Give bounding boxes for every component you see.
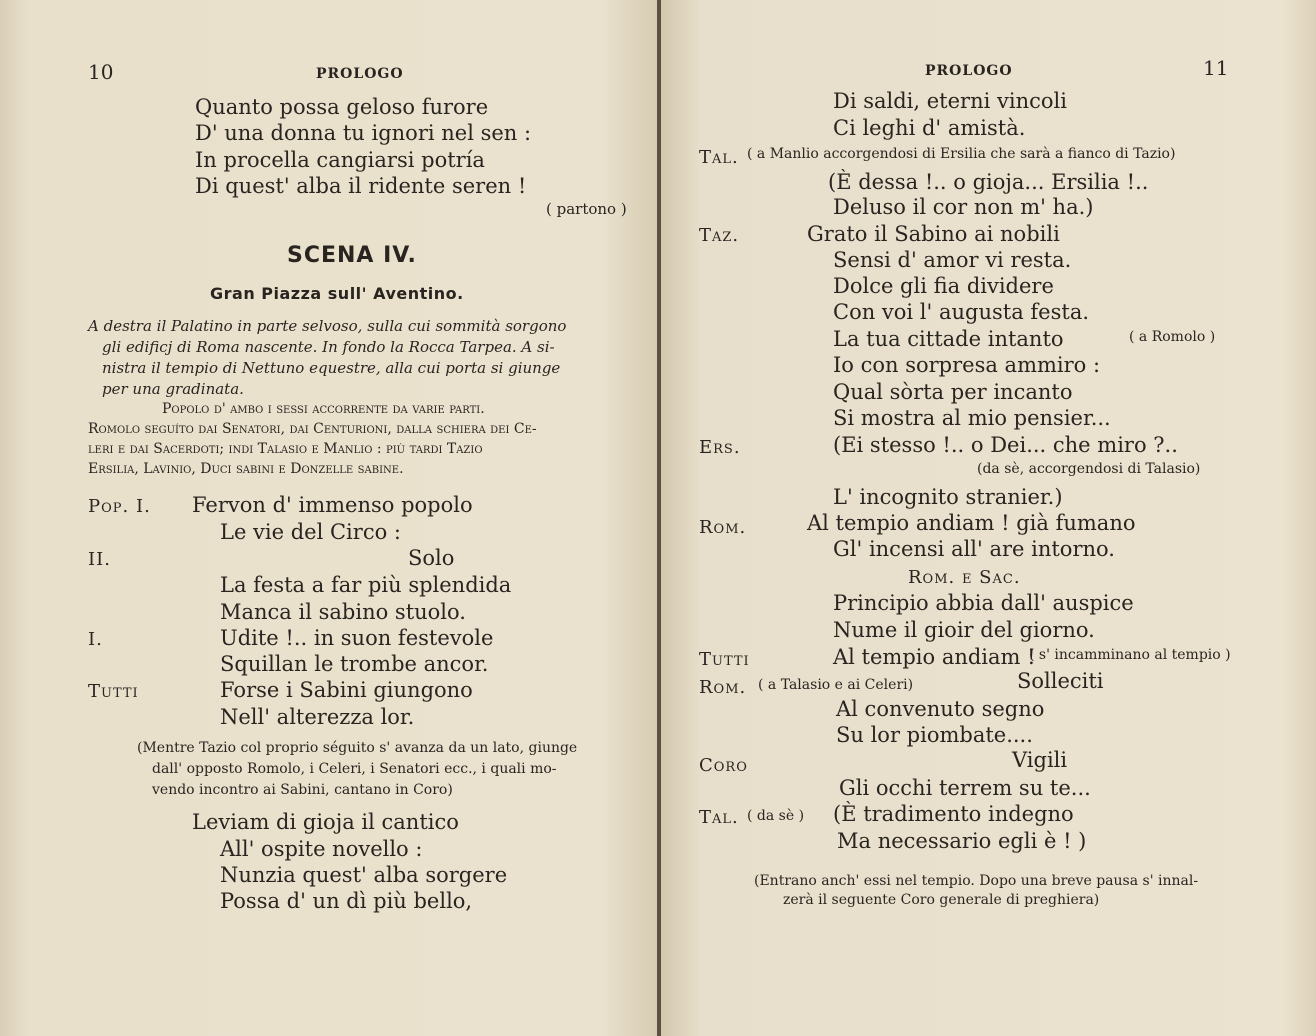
entrance-line: leri e dai Sacerdoti; indi Talasio e Manlio : più tardi Tazio: [88, 441, 483, 457]
verse-line: Io con sorpresa ammiro :: [833, 353, 1101, 377]
direction-line: vendo incontro ai Sabini, cantano in Coro): [152, 782, 453, 798]
speaker-label: Ers.: [699, 437, 741, 458]
direction-line: (Mentre Tazio col proprio séguito s' avanza da un lato, giunge: [137, 740, 578, 756]
right-page: [661, 0, 1316, 1036]
left-page: [0, 0, 657, 1036]
speaker-label: Taz.: [699, 225, 740, 246]
verse-line: Al convenuto segno: [836, 697, 1045, 721]
verse-line: Solo: [408, 546, 455, 570]
verse-line: Si mostra al mio pensier...: [833, 406, 1111, 430]
setting-line: gli edificj di Roma nascente. In fondo la Rocca Tarpea. A si-: [102, 338, 555, 356]
speaker-label: Tutti: [699, 649, 750, 670]
scene-subtitle: Gran Piazza sull' Aventino.: [210, 284, 464, 303]
stage-direction: ( s' incamminano al tempio ): [1029, 647, 1231, 663]
verse-line: L' incognito stranier.): [833, 485, 1063, 509]
speaker-label: Pop. I.: [88, 496, 151, 517]
stage-direction: ( a Manlio accorgendosi di Ersilia che sarà a fianco di Tazio): [747, 146, 1176, 162]
speaker-label: I.: [88, 629, 103, 650]
verse-line: Deluso il cor non m' ha.): [833, 195, 1094, 219]
verse-line: Squillan le trombe ancor.: [220, 652, 489, 676]
verse-line: Ci leghi d' amistà.: [833, 116, 1026, 140]
stage-direction: ( da sè ): [747, 808, 805, 824]
verse-line: Nell' alterezza lor.: [220, 705, 415, 729]
verse-line: Nume il gioir del giorno.: [833, 618, 1095, 642]
entrance-line: Ersilia, Lavinio, Duci sabini e Donzelle sabine.: [88, 461, 404, 477]
scene-title: SCENA IV.: [287, 243, 417, 268]
verse-line: Dolce gli fia dividere: [833, 274, 1054, 298]
verse-line: Quanto possa geloso furore: [195, 95, 489, 119]
direction-line: dall' opposto Romolo, i Celeri, i Senatori ecc., i quali mo-: [152, 761, 557, 777]
verse-line: Fervon d' immenso popolo: [192, 493, 473, 517]
entrance-line: Romolo seguíto dai Senatori, dai Centurioni, dalla schiera dei Ce-: [88, 421, 537, 437]
verse-line: All' ospite novello :: [220, 837, 423, 861]
entrance-line: Popolo d' ambo i sessi accorrente da varie parti.: [162, 401, 485, 417]
verse-line: Di saldi, eterni vincoli: [833, 89, 1067, 113]
verse-line: Leviam di gioja il cantico: [192, 810, 459, 834]
verse-line: In procella cangiarsi potría: [195, 148, 485, 172]
speaker-label: Rom.: [699, 517, 747, 538]
verse-line: Di quest' alba il ridente seren !: [195, 174, 527, 198]
verse-line: Vigili: [1012, 748, 1068, 772]
speaker-label: Coro: [699, 755, 748, 776]
page-number-right: 11: [1203, 56, 1229, 80]
speaker-label: Tutti: [88, 681, 139, 702]
verse-line: Al tempio andiam !: [833, 645, 1036, 669]
verse-line: Solleciti: [1017, 669, 1104, 693]
stage-direction: (da sè, accorgendosi di Talasio): [977, 461, 1201, 477]
running-head-right: PROLOGO: [925, 63, 1013, 79]
speaker-label: II.: [88, 549, 111, 570]
verse-line: Grato il Sabino ai nobili: [807, 222, 1060, 246]
setting-line: nistra il tempio di Nettuno equestre, alla cui porta si giunge: [102, 359, 561, 377]
setting-line: per una gradinata.: [102, 380, 244, 398]
verse-line: D' una donna tu ignori nel sen :: [195, 121, 532, 145]
verse-line: Nunzia quest' alba sorgere: [220, 863, 508, 887]
verse-line: Gli occhi terrem su te...: [839, 776, 1091, 800]
verse-line: Manca il sabino stuolo.: [220, 600, 466, 624]
verse-line: (Ei stesso !.. o Dei... che miro ?..: [833, 433, 1178, 457]
setting-line: A destra il Palatino in parte selvoso, sulla cui sommità sorgono: [88, 317, 567, 335]
verse-line: (È dessa !.. o gioja... Ersilia !..: [828, 170, 1149, 194]
verse-line: Con voi l' augusta festa.: [833, 300, 1090, 324]
speaker-label: Rom.: [699, 677, 747, 698]
verse-line: Qual sòrta per incanto: [833, 380, 1073, 404]
stage-direction: ( a Talasio e ai Celeri): [758, 677, 914, 693]
verse-line: Sensi d' amor vi resta.: [833, 248, 1072, 272]
running-head-left: PROLOGO: [316, 66, 404, 82]
speaker-label: Rom. e Sac.: [908, 567, 1021, 588]
verse-line: Le vie del Circo :: [220, 520, 401, 544]
speaker-label: Tal.: [699, 807, 739, 828]
verse-line: (È tradimento indegno: [833, 802, 1074, 826]
verse-line: Ma necessario egli è ! ): [837, 829, 1087, 853]
speaker-label: Tal.: [699, 147, 739, 168]
verse-line: Forse i Sabini giungono: [220, 678, 473, 702]
closing-direction-line: (Entrano anch' essi nel tempio. Dopo una breve pausa s' innal-: [754, 873, 1199, 889]
verse-line: La tua cittade intanto: [833, 327, 1064, 351]
stage-direction: ( a Romolo ): [1129, 329, 1216, 345]
verse-line: Possa d' un dì più bello,: [220, 889, 473, 913]
verse-line: La festa a far più splendida: [220, 573, 512, 597]
stage-direction-exit: ( partono ): [546, 200, 627, 218]
verse-line: Al tempio andiam ! già fumano: [807, 511, 1136, 535]
verse-line: Su lor piombate....: [836, 723, 1033, 747]
verse-line: Principio abbia dall' auspice: [833, 591, 1134, 615]
page-number-left: 10: [88, 60, 114, 84]
verse-line: Udite !.. in suon festevole: [220, 626, 494, 650]
closing-direction-line: zerà il seguente Coro generale di preghiera): [783, 892, 1100, 908]
verse-line: Gl' incensi all' are intorno.: [833, 537, 1115, 561]
